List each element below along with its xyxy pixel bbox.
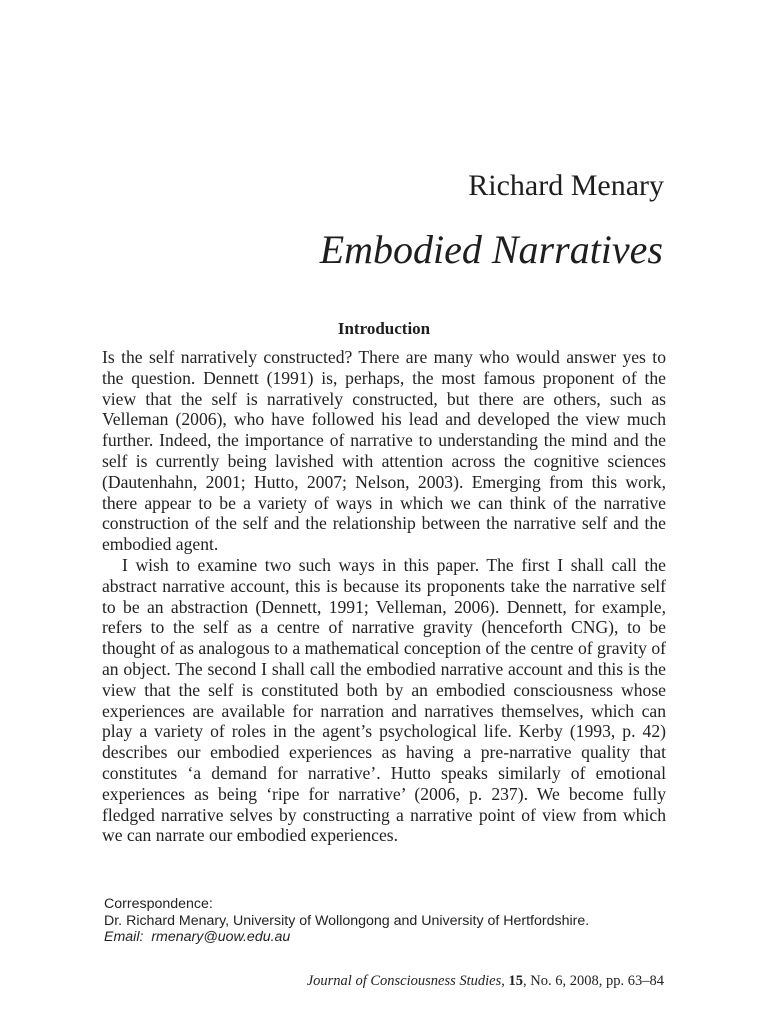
email-address[interactable]: rmenary@uow.edu.au — [151, 929, 291, 945]
journal-citation: Journal of Consciousness Studies, 15, No. 6, 2008, pp. 63–84 — [306, 973, 664, 989]
section-heading: Introduction — [337, 319, 431, 338]
journal-name: Journal of Consciousness Studies — [306, 973, 502, 989]
email-label: Email: — [104, 929, 144, 945]
correspondence-note — [104, 896, 674, 946]
correspondence-label: Correspondence: — [104, 896, 213, 912]
paragraph: I wish to examine two such ways in this paper. The first I shall call the abstract narrative account, this is because its proponents take the narrative self to be an abstraction (Dennett, 1991; Velleman, 2006). Dennett, for example, refers to the self as a centre of narrative gravity (henceforth CNG), to be thought of as analogous to a mathematical conception of the centre of gravity of an object. The second I shall call the embodied narrative account and this is the view that the self is constituted both by an embodied consciousness whose experiences are available for narration and narratives themselves, which can play a variety of roles in the agent’s psychological life. Kerby (1993, p. 42) describes our embodied experiences as having a pre-narrative quality that constitutes ‘a demand for narrative’. Hutto speaks similarly of emotional experiences as being ‘ripe for narrative’ (2006, p. 237). We become fully fledged narrative selves by constructing a narrative point of view from which we can narrate our embodied experiences. — [102, 554, 666, 846]
body-text — [102, 347, 666, 846]
author-name: Richard Menary — [468, 169, 664, 202]
paragraph: Is the self narratively constructed? There are many who would answer yes to the question. Dennett (1991) is, perhaps, the most famous proponent of the view that the self is narratively constructed, but there are others, such as Velleman (2006), who have followed his lead and developed the view much further. Indeed, the importance of narrative to understanding the mind and the self is currently being lavished with attention across the cognitive sciences (Dautenhahn, 2001; Hutto, 2007; Nelson, 2003). Emerging from this work, there appear to be a variety of ways in which we can think of the narrative construction of the self and the relationship between the narrative self and the embodied agent. — [102, 347, 666, 555]
journal-volume: 15 — [508, 973, 524, 989]
article-title: Embodied Narratives — [319, 227, 663, 272]
correspondence-email-line — [104, 929, 674, 946]
correspondence-affiliation: Dr. Richard Menary, University of Wollongong and University of Hertfordshire. — [104, 912, 590, 929]
citation-details: , No. 6, 2008, pp. 63–84 — [523, 973, 664, 989]
